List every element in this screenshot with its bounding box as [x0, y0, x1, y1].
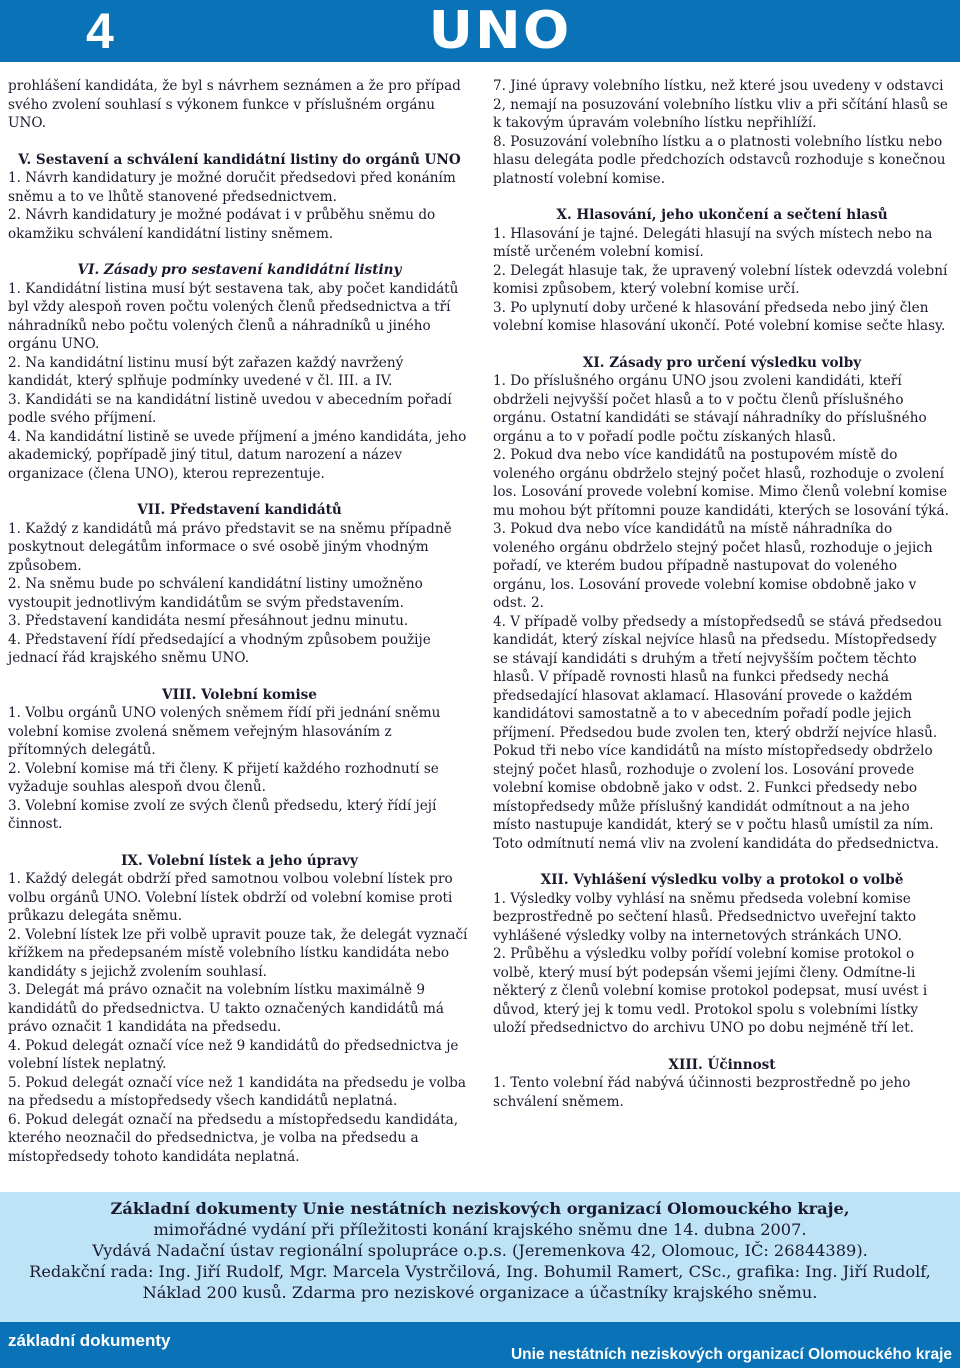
paragraph: 8. Posuzování volebního lístku a o platnosti volebního lístku nebo hlasu delegáta podle předchozích odstavců rozhoduje s konečnou platností volební komise.	[493, 133, 946, 187]
paragraph: 2. Delegát hlasuje tak, že upravený volební lístek odevzdá volební komisi způsobem, který volební komise určí.	[493, 262, 948, 297]
colophon-circulation: Náklad 200 kusů. Zdarma pro neziskové organizace a účastníky krajského sněmu.	[142, 1283, 818, 1302]
colophon	[0, 1198, 960, 1303]
paragraph: 2. Volební komise má tři členy. K přijetí každého rozhodnutí se vyžaduje souhlas alespoň dvou členů.	[8, 760, 439, 795]
section-heading: VI. Zásady pro sestavení kandidátní listiny	[77, 262, 402, 278]
paragraph: 1. Kandidátní listina musí být sestavena tak, aby počet kandidátů byl vždy alespoň roven počtu volených členů předsednictva a tří náhradníků nebo počtu volených členů a náhradníků u jiného orgánu UNO.	[8, 280, 459, 352]
footer-bar	[0, 1322, 960, 1368]
paragraph: 2. Na sněmu bude po schválení kandidátní listiny umožněno vystoupit jednotlivým kandidátům se svým představením.	[8, 576, 423, 611]
section-heading: XIII. Účinnost	[668, 1056, 776, 1073]
paragraph: 1. Do příslušného orgánu UNO jsou zvoleni kandidáti, kteří obdrželi nejvyšší počet hlasů a to v počtu členů příslušného orgánu. Ostatní kandidáti se stávají náhradníky do příslušného orgánu a to v pořadí podle počtu získaných hlasů.	[493, 373, 927, 445]
section-spacer	[493, 853, 951, 871]
section-spacer	[493, 1038, 951, 1056]
section-heading: XII. Vyhlášení výsledku volby a protokol o volbě	[540, 872, 904, 888]
footer	[0, 1192, 960, 1368]
paragraph: 6. Pokud delegát označí na předsedu a místopředsedu kandidáta, kterého neoznačil do předsednictva, je volba na předsedu a místopředsedy tohoto kandidáta neplatná.	[8, 1111, 459, 1165]
paragraph: 2. Na kandidátní listinu musí být zařazen každý navržený kandidát, který splňuje podmínky uvedené v čl. III. a IV.	[8, 354, 404, 389]
paragraph: 4. Představení řídí předsedající a vhodným způsobem použije jednací řád krajského sněmu UNO.	[8, 631, 431, 666]
paragraph: 1. Každý delegát obdrží před samotnou volbou volební lístek pro volbu orgánů UNO. Volební lístek obdrží od volební komise proti průkazu delegáta sněmu.	[8, 871, 453, 924]
paragraph: 1. Výsledky volby vyhlásí na sněmu předseda volební komise bezprostředně po sečtení hlasů. Předsednictvo uveřejní takto vyhlášené výsledky volby na internetových stránkách UNO.	[493, 890, 917, 944]
paragraph: 3. Pokud dva nebo více kandidátů na místě náhradníka do voleného orgánu obdrželo stejný počet hlasů, rozhoduje o jejich pořadí, ve kterém budou případně nastupovat do voleného orgánu, los. Losování provede volební komise obdobně jako v odst. 2.	[493, 521, 933, 611]
section-spacer	[8, 483, 471, 501]
section-heading: VII. Představení kandidátů	[137, 502, 342, 518]
header-bar	[0, 0, 960, 62]
section-heading: XI. Zásady pro určení výsledku volby	[582, 354, 862, 371]
section-spacer	[493, 336, 951, 354]
section-spacer	[493, 188, 951, 206]
paragraph: 2. Návrh kandidatury je možné podávat i v průběhu sněmu do okamžiku schválení kandidátní listiny sněmem.	[8, 207, 436, 242]
paragraph: 5. Pokud delegát označí více než 1 kandidáta na předsedu je volba na předsedu a místopředsedy všech kandidátů neplatná.	[8, 1074, 466, 1109]
paragraph: 1. Každý z kandidátů má právo představit se na sněmu případně poskytnout delegátům informace o své osobě jiným vhodným způsobem.	[8, 520, 452, 574]
section-spacer	[8, 133, 471, 151]
paragraph: 3. Po uplynutí doby určené k hlasování předseda nebo jiný člen volební komise hlasování ukončí. Poté volební komise sečte hlasy.	[493, 299, 946, 334]
uno-logo-text: UNO	[428, 1, 572, 61]
colophon-publisher: Vydává Nadační ústav regionální spolupráce o.p.s. (Jeremenkova 42, Olomouc, IČ: 26844389).	[92, 1241, 868, 1260]
paragraph: 4. Na kandidátní listině se uvede příjmení a jméno kandidáta, jeho akademický, popřípadě jiný titul, datum narození a název organizace (člena UNO), kterou reprezentuje.	[8, 428, 467, 482]
section-heading: IX. Volební lístek a jeho úpravy	[121, 852, 358, 869]
paragraph: prohlášení kandidáta, že byl s návrhem seznámen a že pro případ svého zvolení souhlasí s výkonem funkce v příslušném orgánu UNO.	[8, 78, 461, 131]
left-column	[8, 77, 471, 1166]
paragraph: 1. Návrh kandidatury je možné doručit předsedovi před konáním sněmu a to ve lhůtě stanovené předsednictvem.	[8, 170, 456, 205]
paragraph: 7. Jiné úpravy volebního lístku, než které jsou uvedeny v odstavci 2, nemají na posuzování volebního lístku vliv a při sčítání hlasů se k takovým úpravám volebního lístku nepřihlíží.	[493, 78, 948, 131]
uno-logo	[428, 1, 572, 61]
section-heading: VIII. Volební komise	[162, 686, 317, 703]
section-spacer	[8, 834, 471, 852]
section-spacer	[8, 668, 471, 686]
footer-left-label: základní dokumenty	[8, 1331, 171, 1350]
paragraph: 1. Volbu orgánů UNO volených sněmem řídí při jednání sněmu volební komise zvolená sněmem veřejným hlasováním z přítomných delegátů.	[8, 705, 441, 758]
section-heading: V. Sestavení a schválení kandidátní listiny do orgánů UNO	[18, 151, 461, 168]
page-number: 4	[86, 3, 114, 59]
paragraph: 1. Hlasování je tajné. Delegáti hlasují na svých místech nebo na místě určeném volební komisí.	[493, 225, 933, 260]
paragraph: 3. Volební komise zvolí ze svých členů předsedu, který řídí její činnost.	[8, 797, 437, 832]
paragraph: 3. Delegát má právo označit na volebním lístku maximálně 9 kandidátů do předsednictva. U takto označených kandidátů má právo označit 1 kandidáta na předsedu.	[8, 982, 444, 1035]
paragraph: 2. Volební lístek lze při volbě upravit pouze tak, že delegát vyznačí křížkem na předepsaném místě volebního lístku kandidáta nebo kandidáty s jejichž zvolením souhlasí.	[8, 926, 468, 980]
colophon-title: Základní dokumenty Unie nestátních neziskových organizací Olomouckého kraje,	[110, 1199, 850, 1218]
colophon-editors: Redakční rada: Ing. Jiří Rudolf, Mgr. Marcela Vystrčilová, Ing. Bohumil Ramert, CSc., grafika: Ing. Jiří Rudolf,	[29, 1262, 931, 1281]
paragraph: 4. Pokud delegát označí více než 9 kandidátů do předsednictva je volební lístek neplatný.	[8, 1037, 459, 1072]
paragraph: 3. Představení kandidáta nesmí přesáhnout jednu minutu.	[8, 613, 409, 629]
paragraph: 3. Kandidáti se na kandidátní listině uvedou v abecedním pořadí podle svého příjmení.	[8, 391, 452, 426]
paragraph: 1. Tento volební řád nabývá účinnosti bezprostředně po jeho schválení sněmem.	[493, 1075, 911, 1110]
paragraph: 2. Průběhu a výsledku volby pořídí volební komise protokol o volbě, který musí být podepsán všemi jejími členy. Odmítne-li některý z členů volební komise protokol podepsat, musí uvést i důvod, který jej k tomu vedl. Protokol spolu s volebními lístky uloží předsednictvo do archivu UNO po dobu nejméně tří let.	[493, 946, 928, 1036]
section-spacer	[8, 243, 471, 261]
colophon-edition: mimořádné vydání při příležitosti konání krajského sněmu dne 14. dubna 2007.	[153, 1220, 807, 1239]
footer-right-label: Unie nestátních neziskových organizací Olomouckého kraje	[510, 1346, 952, 1363]
right-column	[493, 77, 951, 1111]
paragraph: 2. Pokud dva nebo více kandidátů na postupovém místě do voleného orgánu obdrželo stejný počet hlasů, rozhoduje o zvolení los. Losování provede volební komise. Mimo členů volební komise mu mohou být přítomni pouze kandidáti, kterých se losování týká.	[493, 447, 949, 519]
section-heading: X. Hlasování, jeho ukončení a sečtení hlasů	[556, 207, 888, 223]
paragraph: 4. V případě volby předsedy a místopředsedů se stává předsedou kandidát, který získal nejvíce hlasů na předsedu. Místopředsedy se stávají kandidáti s druhým a třetí nejvyšším počtem těchto hlasů. V případě rovnosti hlasů na funkci předsedy nechá předsedající hlasovat aklamací. Hlasování provede o každém kandidátovi samostatně a to v abecedním pořadí podle jejich příjmení. Předsedou bude zvolen ten, který obdrží nejvíce hlasů. Pokud tři nebo více kandidátů na místo místopředsedy obdrželo stejný počet hlasů, rozhoduje o zvolení los. Losování provede volební komise obdobně jako v odst. 2. Funkci předsedy nebo místopředsedy může příslušný kandidát odmítnout a na jeho místo nastupuje kandidát, který se v počtu hlasů umístil za ním. Toto odmítnutí nemá vliv na zvolení kandidáta do předsednictva.	[493, 613, 943, 852]
